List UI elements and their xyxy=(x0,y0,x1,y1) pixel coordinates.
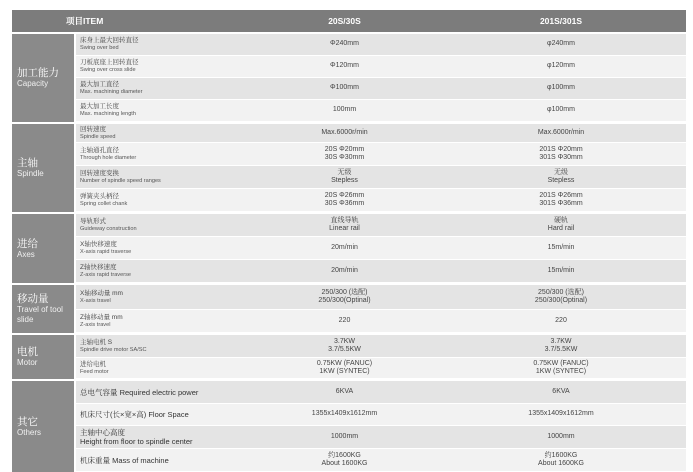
category-zh: 进给 xyxy=(17,237,38,250)
value-line: Φ100mm xyxy=(330,84,359,92)
label-text: 机床尺寸(长×宽×高) Floor Space xyxy=(80,410,189,419)
header-model-1: 20S/30S xyxy=(328,16,361,26)
group-rows xyxy=(76,214,686,283)
row-label xyxy=(76,456,253,465)
value-model-2 xyxy=(436,360,686,377)
value-model-1 xyxy=(253,146,436,163)
value-model-2 xyxy=(436,267,686,276)
value-model-2 xyxy=(436,289,686,306)
row-label xyxy=(76,147,253,162)
label-zh: 主轴通孔直径 xyxy=(80,146,119,154)
label-en: Number of spindle speed ranges xyxy=(80,177,161,184)
group-rows xyxy=(76,285,686,333)
value-model-1 xyxy=(253,317,436,326)
label-en: Feed motor xyxy=(80,368,109,375)
value-model-1 xyxy=(253,338,436,355)
value-model-2 xyxy=(436,84,686,93)
value-model-2 xyxy=(436,192,686,209)
label-zh: 回转速度变换 xyxy=(80,169,119,177)
value-line: 直线导轨 xyxy=(330,216,359,224)
value-model-1 xyxy=(253,410,436,419)
value-line: 6KVA xyxy=(552,387,570,395)
group-rows xyxy=(76,381,686,472)
value-model-1 xyxy=(253,244,436,253)
label-zh: 主轴电机 S xyxy=(80,338,113,346)
value-line: Max.6000r/min xyxy=(321,128,368,136)
table-row xyxy=(76,56,686,78)
row-label xyxy=(76,290,253,305)
value-line: 15m/min xyxy=(547,266,575,274)
value-line: φ100mm xyxy=(547,84,575,92)
label-zh: X轴快移速度 xyxy=(80,240,117,248)
value-model-1 xyxy=(253,289,436,306)
value-line: φ100mm xyxy=(547,106,575,114)
label-en: X-axis rapid traverse xyxy=(80,248,132,255)
category-zh: 电机 xyxy=(17,346,38,358)
spec-group xyxy=(12,122,686,212)
label-en: X-axis travel xyxy=(80,297,111,304)
value-model-2 xyxy=(436,217,686,234)
value-model-2 xyxy=(436,388,686,397)
category-cell xyxy=(12,124,76,212)
label-en: Z-axis travel xyxy=(80,321,111,328)
label-en: Z-axis rapid traverse xyxy=(80,271,131,278)
value-line: 1000mm xyxy=(547,432,575,440)
category-en: Spindle xyxy=(17,169,44,178)
table-row xyxy=(76,143,686,166)
label-zh: 导轨形式 xyxy=(80,217,106,225)
spec-group xyxy=(12,212,686,283)
value-line: About 1600KG xyxy=(321,460,368,467)
row-label xyxy=(76,103,253,118)
value-line: 201S Φ26mm xyxy=(539,191,583,199)
group-rows xyxy=(76,34,686,122)
label-text: 主轴中心高度 xyxy=(80,428,125,437)
value-line: 250/300 (选配) xyxy=(538,288,584,296)
row-label xyxy=(76,410,253,419)
table-header xyxy=(12,10,686,32)
spec-group xyxy=(12,32,686,122)
category-cell xyxy=(12,285,76,333)
category-en: Others xyxy=(17,427,42,437)
value-line: 3.7/5.5KW xyxy=(328,346,361,353)
category-zh: 移动量 xyxy=(17,293,49,305)
row-label xyxy=(76,126,253,141)
table-row xyxy=(76,404,686,426)
value-line: 201S Φ20mm xyxy=(539,145,583,153)
value-model-2 xyxy=(436,62,686,71)
label-zh: 最大加工直径 xyxy=(80,81,119,88)
row-label xyxy=(76,388,253,397)
value-line: 3.7/5.5KW xyxy=(544,346,578,353)
value-line: 220 xyxy=(555,316,567,324)
value-model-2 xyxy=(436,433,686,442)
value-line: 3.7KW xyxy=(333,337,355,345)
label-en: Spindle drive motor SA/SC xyxy=(80,346,147,353)
value-line: 硬轨 xyxy=(554,216,568,224)
category-en: Capacity xyxy=(17,79,49,88)
value-line: Hard rail xyxy=(547,225,575,232)
label-zh: 最大加工长度 xyxy=(80,103,119,110)
table-row xyxy=(76,285,686,310)
value-model-2 xyxy=(436,146,686,163)
spec-group xyxy=(12,283,686,333)
label-en: Swing over cross slide xyxy=(80,67,136,73)
label-en: Spring collet chank xyxy=(80,200,128,207)
row-label xyxy=(76,361,253,376)
label-text-2: Height from floor to spindle center xyxy=(80,437,193,446)
value-line: 1355x1409x1612mm xyxy=(311,410,378,418)
value-line: 301S Φ36mm xyxy=(539,200,583,207)
label-en: Swing over bed xyxy=(80,45,119,51)
value-line: φ240mm xyxy=(547,40,575,48)
table-row xyxy=(76,124,686,143)
category-zh: 其它 xyxy=(17,415,38,428)
value-line: Stepless xyxy=(331,177,358,184)
value-model-1 xyxy=(253,388,436,397)
value-line: 无级 xyxy=(554,168,568,176)
category-zh: 主轴 xyxy=(17,157,38,169)
value-line: 3.7KW xyxy=(550,337,572,345)
value-line: 无级 xyxy=(337,168,352,176)
spec-table xyxy=(12,10,686,472)
label-en: Through hole diameter xyxy=(80,154,137,161)
value-model-2 xyxy=(436,338,686,355)
value-line: 0.75KW (FANUC) xyxy=(533,359,589,367)
table-row xyxy=(76,100,686,122)
value-model-1 xyxy=(253,433,436,442)
category-cell xyxy=(12,381,76,472)
row-label xyxy=(76,264,253,279)
value-model-1 xyxy=(253,62,436,71)
label-en: Max. machining diameter xyxy=(80,89,143,95)
group-rows xyxy=(76,335,686,379)
value-line: 1355x1409x1612mm xyxy=(528,410,594,418)
table-row xyxy=(76,335,686,358)
row-label xyxy=(76,218,253,233)
value-line: 约1600KG xyxy=(328,451,361,459)
category-en: Motor xyxy=(17,358,38,367)
value-line: 250/300 (选配) xyxy=(321,288,368,296)
value-line: 100mm xyxy=(332,106,357,114)
label-zh: X轴移动量 mm xyxy=(80,289,123,297)
row-label xyxy=(76,314,253,329)
header-model-2: 201S/301S xyxy=(539,16,583,26)
value-model-1 xyxy=(253,169,436,186)
value-line: 6KVA xyxy=(335,387,354,395)
table-row xyxy=(76,260,686,283)
value-model-2 xyxy=(436,317,686,326)
label-zh: 弹簧夹头柄径 xyxy=(80,192,119,200)
value-model-2 xyxy=(436,452,686,469)
value-line: 1KW (SYNTEC) xyxy=(319,368,370,375)
value-model-2 xyxy=(436,169,686,186)
group-rows xyxy=(76,124,686,212)
value-line: Stepless xyxy=(547,177,575,184)
value-line: 30S Φ30mm xyxy=(324,154,365,161)
row-label xyxy=(76,81,253,96)
table-row xyxy=(76,189,686,212)
value-model-1 xyxy=(253,452,436,469)
value-model-1 xyxy=(253,217,436,234)
header-item: 项目ITEM xyxy=(66,16,104,26)
table-row xyxy=(76,449,686,472)
label-text: 机床重量 Mass of machine xyxy=(80,455,169,465)
value-line: Φ120mm xyxy=(330,62,359,70)
value-model-1 xyxy=(253,192,436,209)
label-text: 总电气容量 Required electric power xyxy=(80,387,199,397)
value-line: φ120mm xyxy=(547,62,575,70)
row-label xyxy=(76,59,253,74)
table-row xyxy=(76,34,686,56)
value-model-1 xyxy=(253,106,436,115)
row-label xyxy=(76,339,253,354)
value-line: 250/300(Optinal) xyxy=(534,297,588,304)
value-line: 301S Φ30mm xyxy=(539,154,583,161)
value-model-1 xyxy=(253,267,436,276)
label-zh: 进给电机 xyxy=(80,360,106,368)
label-zh: 刀板底座上回转直径 xyxy=(80,59,139,66)
label-zh: 床身上最大回转直径 xyxy=(80,37,139,44)
table-row xyxy=(76,426,686,449)
value-line: Linear rail xyxy=(329,225,360,232)
table-row xyxy=(76,78,686,100)
table-row xyxy=(76,310,686,333)
label-en: Guideway construction xyxy=(80,225,137,232)
value-line: Max.6000r/min xyxy=(537,128,585,136)
row-label xyxy=(76,170,253,185)
value-line: 250/300(Optinal) xyxy=(318,297,371,304)
value-line: 1KW (SYNTEC) xyxy=(535,368,587,375)
value-line: 20S Φ26mm xyxy=(324,191,365,199)
row-label xyxy=(76,37,253,52)
label-zh: Z轴快移速度 xyxy=(80,263,117,271)
value-model-2 xyxy=(436,410,686,419)
category-en: Travel of tool slide xyxy=(17,305,63,324)
value-model-1 xyxy=(253,360,436,377)
value-model-1 xyxy=(253,84,436,93)
table-row xyxy=(76,237,686,260)
row-label xyxy=(76,193,253,208)
value-line: 1000mm xyxy=(330,432,359,440)
category-en: Axes xyxy=(17,249,35,259)
value-model-2 xyxy=(436,40,686,49)
value-line: 20S Φ20mm xyxy=(324,145,365,153)
label-zh: 回转速度 xyxy=(80,125,106,133)
value-model-1 xyxy=(253,129,436,138)
table-row xyxy=(76,166,686,189)
value-model-2 xyxy=(436,244,686,253)
value-line: 0.75KW (FANUC) xyxy=(316,359,373,367)
category-cell xyxy=(12,34,76,122)
value-model-2 xyxy=(436,106,686,115)
label-en: Max. machining length xyxy=(80,111,136,117)
category-cell xyxy=(12,214,76,283)
value-line: 20m/min xyxy=(331,266,358,274)
value-line: 20m/min xyxy=(331,243,358,251)
value-model-1 xyxy=(253,40,436,49)
category-zh: 加工能力 xyxy=(17,67,59,79)
value-line: Φ240mm xyxy=(330,40,359,48)
value-line: 15m/min xyxy=(547,243,575,251)
value-line: 30S Φ36mm xyxy=(324,200,365,207)
label-zh: Z轴移动量 mm xyxy=(80,313,123,321)
table-body xyxy=(12,32,686,472)
spec-group xyxy=(12,379,686,472)
label-en: Spindle speed xyxy=(80,133,116,140)
value-line: 220 xyxy=(338,316,351,324)
value-model-2 xyxy=(436,129,686,138)
category-cell xyxy=(12,335,76,379)
value-line: 约1600KG xyxy=(544,451,578,459)
row-label xyxy=(76,428,253,446)
spec-group xyxy=(12,333,686,379)
table-row xyxy=(76,358,686,379)
table-row xyxy=(76,214,686,237)
row-label xyxy=(76,241,253,256)
value-line: About 1600KG xyxy=(538,460,584,467)
table-row xyxy=(76,381,686,404)
